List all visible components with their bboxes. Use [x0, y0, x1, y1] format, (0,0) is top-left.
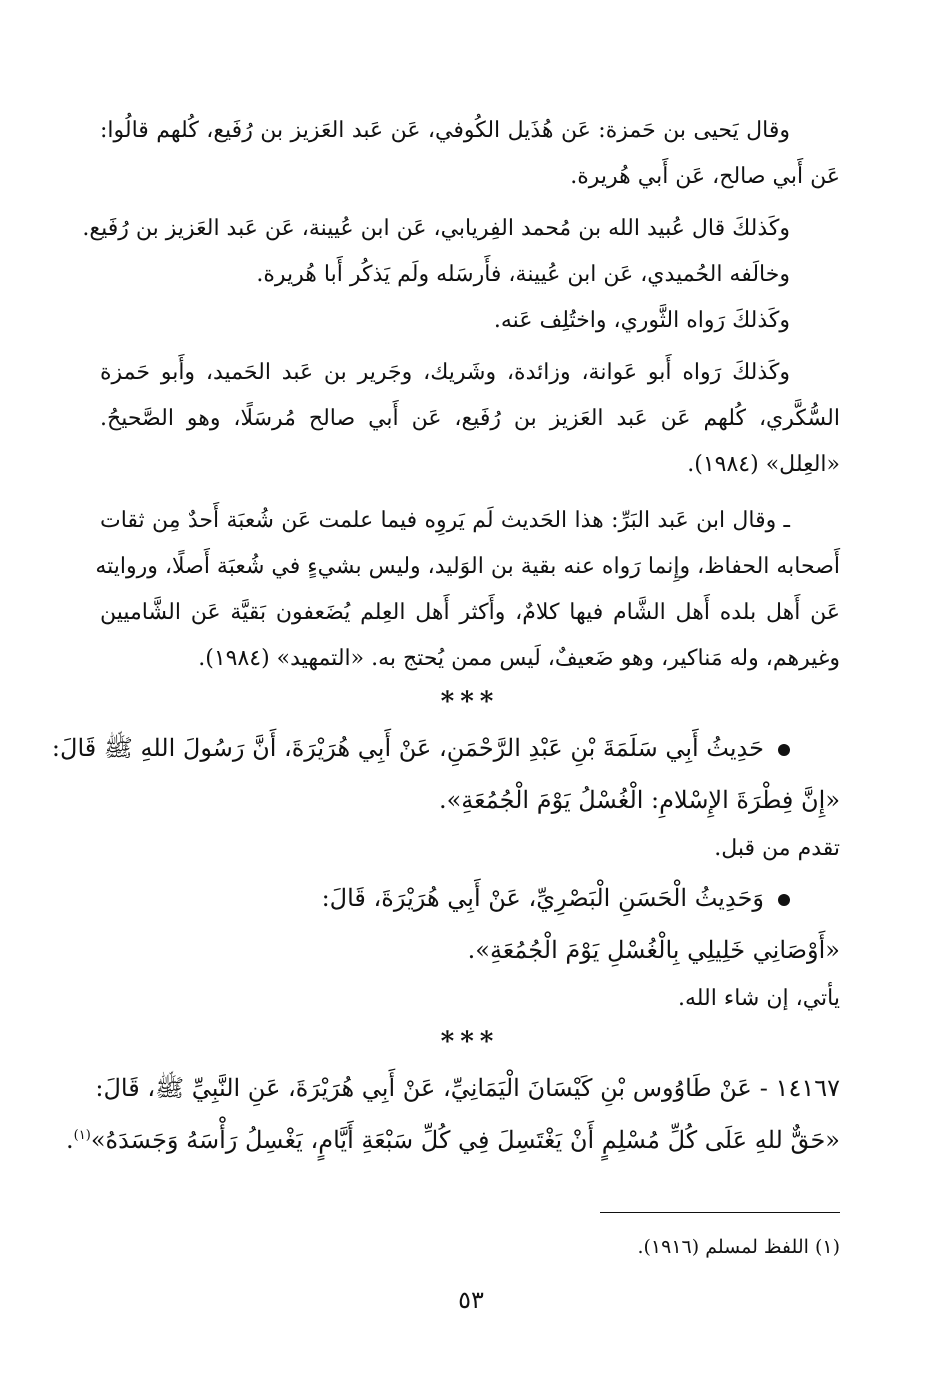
hadith-intro	[51, 722, 840, 774]
hadith-text: «إِنَّ فِطْرَةَ الإِسْلامِ: الْغُسْلُ يَوْمَ الْجُمُعَةِ».	[438, 786, 840, 814]
page-number: ٥٣	[458, 1286, 484, 1314]
paragraph-line: «العِلل» (١٩٨٤).	[687, 452, 840, 477]
hadith-intro-text: حَدِيثُ أَبِي سَلَمَةَ بْنِ عَبْدِ الرَّحْمَنِ، عَنْ أَبِي هُرَيْرَةَ، أَنَّ رَسُولَ اللهِ ﷺ قَالَ:	[51, 734, 764, 762]
footnote: (١) اللفظ لمسلم (١٩١٦).	[637, 1236, 840, 1258]
paragraph-line: وكَذلكَ رَواه أَبو عَوانة، وزائدة، وشَريك، وجَرير بن عَبد الحَميد، وأَبو حَمزة	[100, 360, 790, 385]
paragraph-line: وكَذلكَ رَواه الثَّوري، واختُلِف عَنه.	[493, 308, 790, 333]
paragraph-line: وكَذلكَ قال عُبيد الله بن مُحمد الفِريابي، عَن ابن عُيينة، عَن عَبد العَزيز بن رُفَيع.	[82, 216, 790, 241]
page-body	[51, 108, 840, 1166]
footnote-marker: (١)	[73, 1128, 91, 1143]
section-separator: ***	[440, 687, 500, 717]
hadith-text: «أَوْصَانِي خَلِيلِي بِالْغُسْلِ يَوْمَ الْجُمُعَةِ».	[467, 936, 840, 964]
paragraph-line: وقال يَحيى بن حَمزة: عَن هُذَيل الكُوفي، عَن عَبد العَزيز بن رُفَيع، كُلهم قالُوا:	[100, 118, 790, 143]
hadith-intro-text: عَنْ طَاوُوس بْنِ كَيْسَانَ الْيَمَانِيِّ، عَنْ أَبِي هُرَيْرَةَ، عَنِ النَّبِيِّ ﷺ، قَالَ:	[95, 1074, 752, 1102]
paragraph-line: ـ وقال ابن عَبد البَرِّ: هذا الحَديث لَم يَروِه فيما علمت عَن شُعبَة أَحدٌ مِن ثقات	[100, 508, 790, 533]
paragraph-line: السُّكَّري، كُلهم عَن عَبد العَزيز بن رُفَيع، عَن أَبي صالح مُرسَلًا، وهو الصَّحيحُ.	[100, 406, 840, 431]
paragraph-line: أَصحابه الحفاظ، وإِنما رَواه عنه بقية بن الوَليد، وليس بشيءٍ في شُعبَة أَصلًا، وروايته	[95, 554, 840, 579]
hadith-note: يأتي، إن شاء الله.	[677, 986, 840, 1011]
hadith-intro	[100, 872, 840, 924]
paragraph-line: وغيرهم، وله مَناكير، وهو ضَعيفٌ، لَيس ممن يُحتج به. «التمهيد» (١٩٨٤).	[198, 646, 840, 671]
hadith-text-body: «حَقٌّ للهِ عَلَى كُلِّ مُسْلِمٍ أَنْ يَغْتَسِلَ فِي كُلِّ سَبْعَةِ أَيَّامٍ، يَغْسِلُ رَأْسَهُ وَجَسَدَهُ»	[90, 1126, 840, 1154]
hadith-note: تقدم من قبل.	[714, 836, 840, 861]
section-separator: ***	[440, 1027, 500, 1057]
hadith-intro	[95, 1062, 840, 1114]
bullet-icon	[778, 894, 790, 906]
hadith-intro-text: وَحَدِيثُ الْحَسَنِ الْبَصْرِيِّ، عَنْ أَبِي هُرَيْرَةَ، قَالَ:	[321, 884, 764, 912]
paragraph-line: وخالَفه الحُميدي، عَن ابن عُيينة، فأَرسَله ولَم يَذكُر أَبا هُريرة.	[256, 262, 790, 287]
hadith-number: ١٤١٦٧ -	[759, 1074, 840, 1102]
bullet-icon	[778, 744, 790, 756]
paragraph-line: عَن أَهل بلده أَهل الشَّام فيها كلامٌ، وأَكثر أَهل العِلم يُضَعفون بَقيَّة عَن الشَّاميين	[100, 600, 840, 625]
hadith-text: «حَقٌّ للهِ عَلَى كُلِّ مُسْلِمٍ أَنْ يَغْتَسِلَ فِي كُلِّ سَبْعَةِ أَيَّامٍ، يَغْسِلُ رَأْسَهُ وَجَسَدَهُ»$^{(١)}$.	[66, 1126, 840, 1154]
footnote-divider	[600, 1212, 840, 1213]
paragraph-line: عَن أَبي صالح، عَن أَبي هُريرة.	[570, 164, 840, 189]
